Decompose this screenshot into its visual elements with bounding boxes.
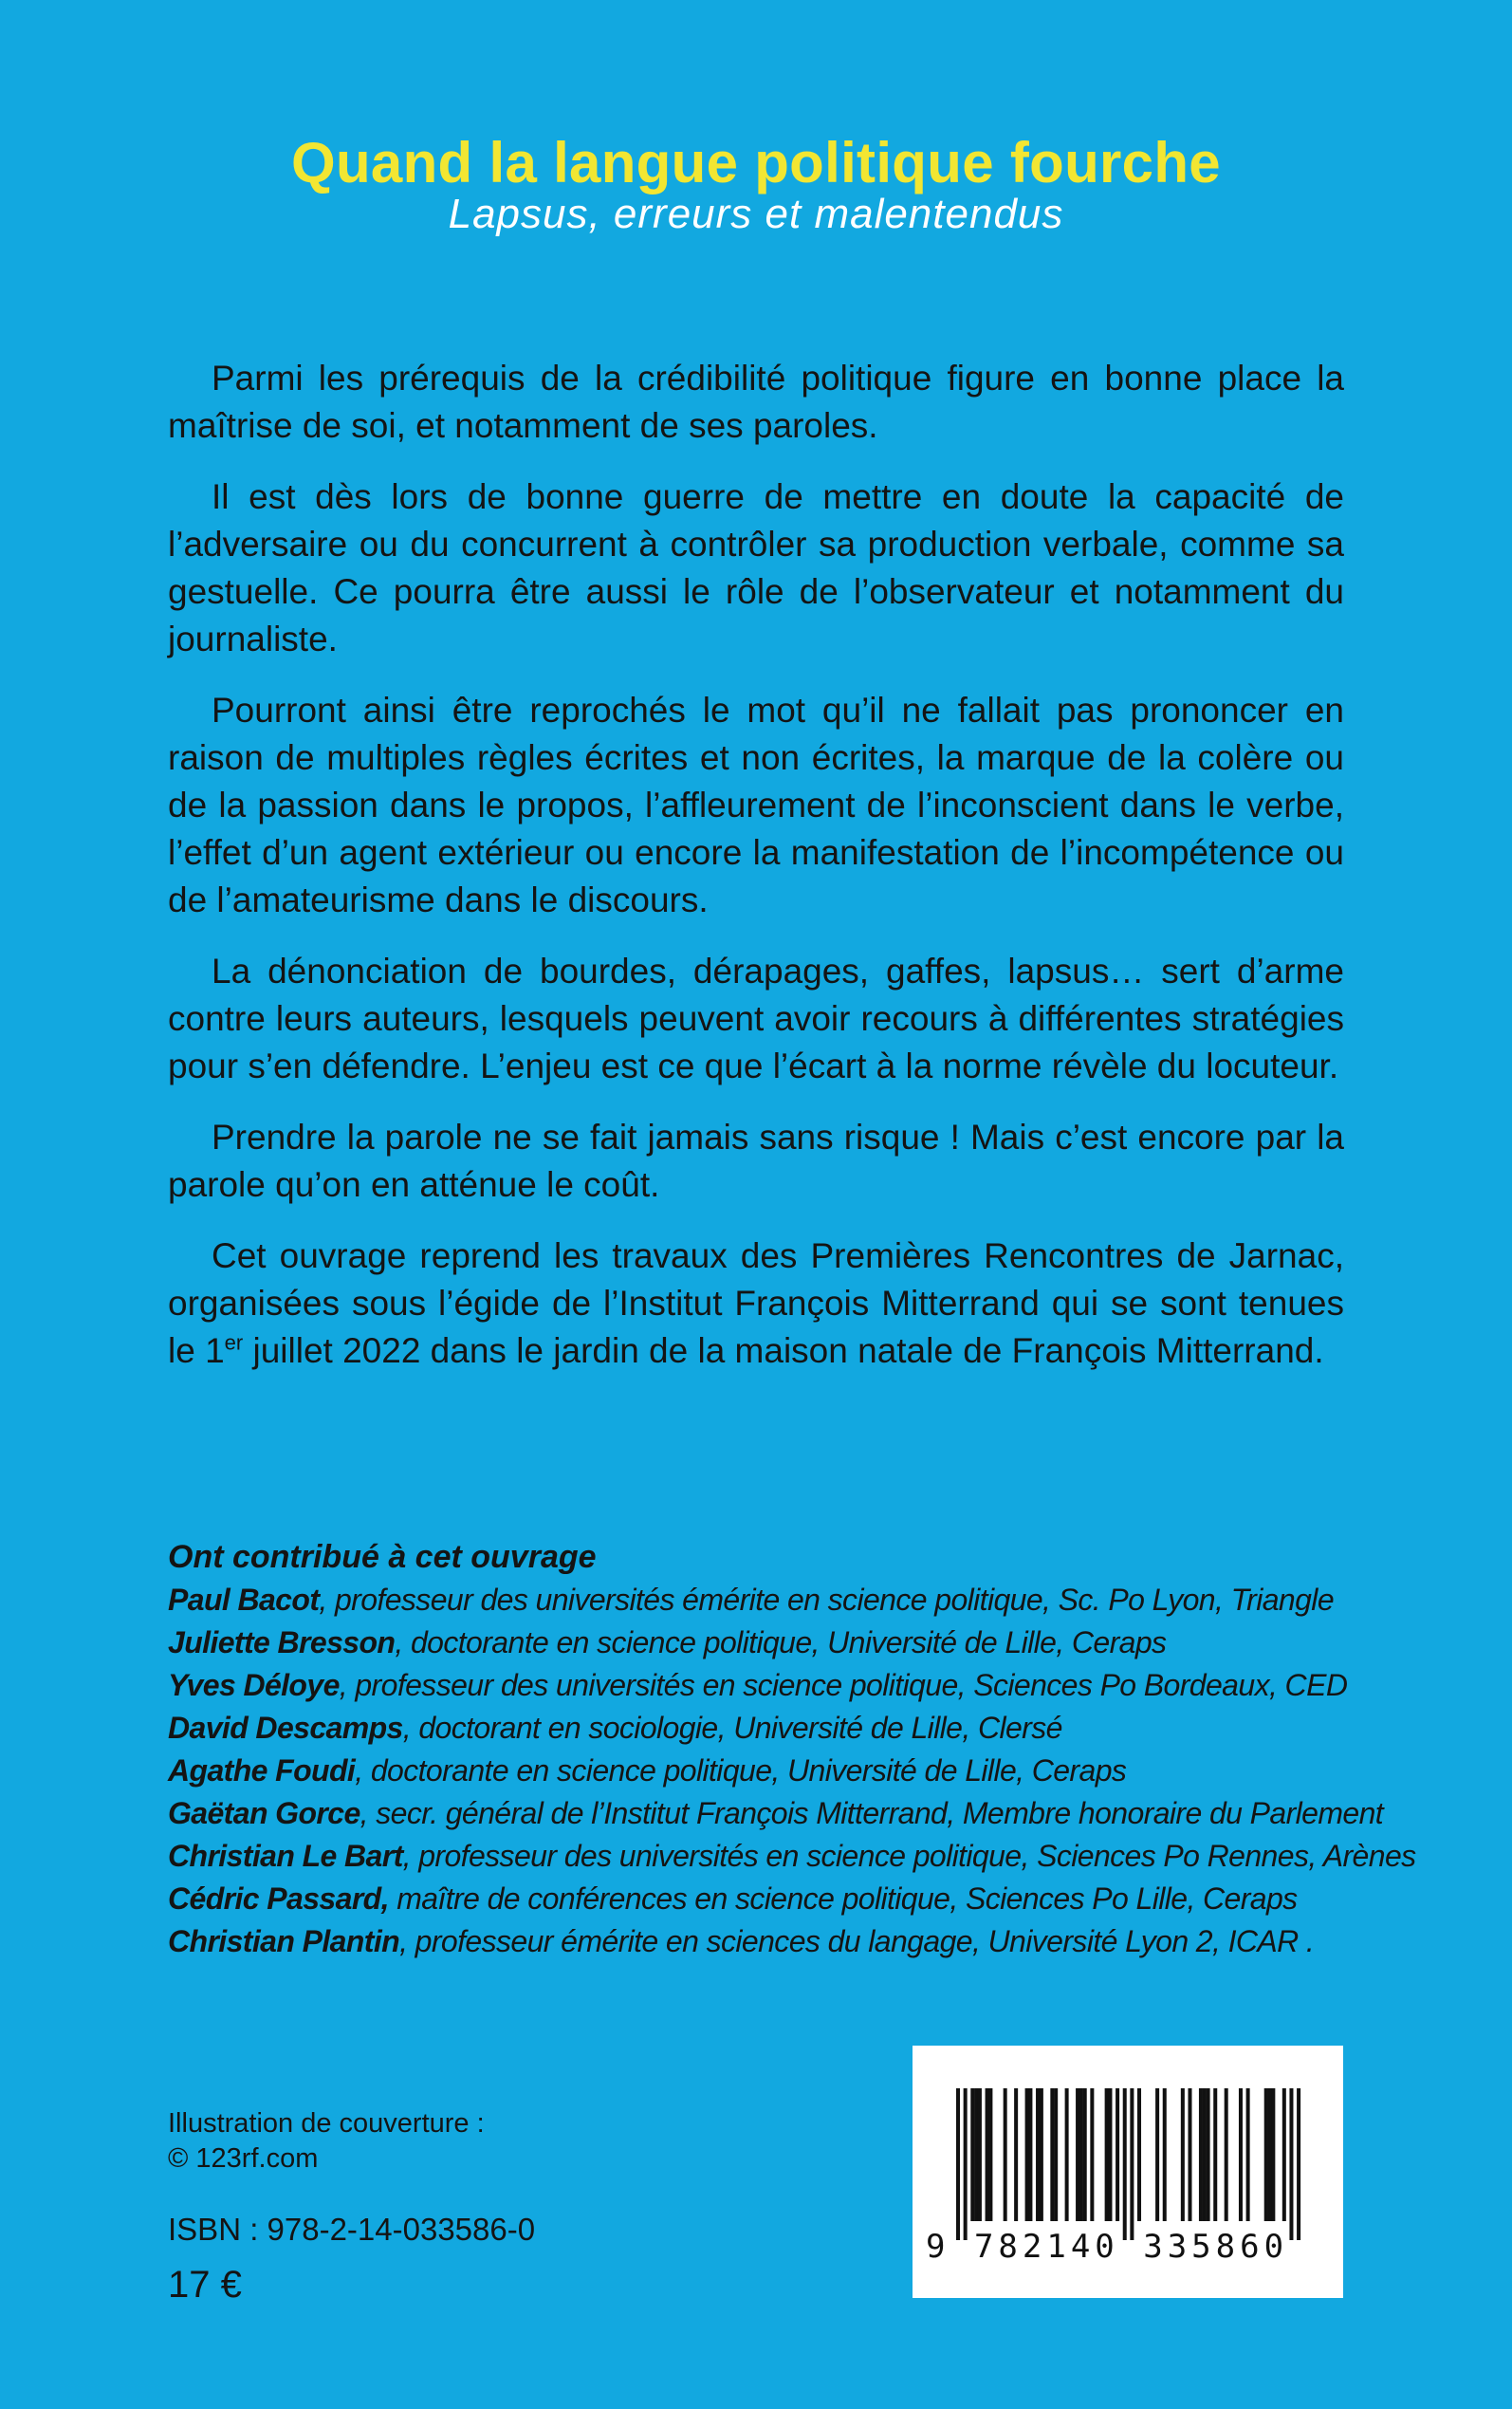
book-subtitle: Lapsus, erreurs et malentendus <box>448 191 1064 237</box>
barcode-bar <box>988 2088 992 2221</box>
barcode-bar <box>1036 2088 1040 2221</box>
contributor-line <box>168 1920 1363 1963</box>
contributor-role: , doctorante en science politique, Université de Lille, Ceraps <box>355 1753 1127 1788</box>
barcode-bar <box>1282 2088 1286 2221</box>
barcode-bar <box>1065 2088 1069 2221</box>
blurb-paragraph-4: La dénonciation de bourdes, dérapages, gaffes, lapsus… sert d’arme contre leurs auteurs, lesquels peuvent avoir recours à différentes stratégies pour s’en défendre. L’enjeu est ce que l’écart à la norme révèle du locuteur. <box>168 952 1344 1085</box>
contributor-name: David Descamps <box>168 1711 403 1745</box>
contributor-role: , doctorant en sociologie, Université de Lille, Clersé <box>402 1711 1062 1745</box>
barcode-bar <box>1130 2088 1134 2240</box>
contributor-name: Christian Le Bart <box>168 1839 403 1873</box>
contributor-line <box>168 1621 1363 1664</box>
barcode-bar <box>1004 2088 1007 2221</box>
barcode-bar <box>1199 2088 1203 2221</box>
barcode-bar <box>956 2088 960 2240</box>
contributor-role: , professeur des universités émérite en science politique, Sc. Po Lyon, Triangle <box>319 1583 1335 1617</box>
contributor-name: Juliette Bresson <box>168 1625 396 1659</box>
barcode-bar <box>1163 2088 1167 2221</box>
contributors-heading: Ont contribué à cet ouvrage <box>168 1539 597 1575</box>
blurb-paragraph-3: Pourront ainsi être reprochés le mot qu’il ne fallait pas prononcer en raison de multiples règles écrites et non écrites, la marque de la colère ou de la passion dans le propos, l’affleurement de l’inconscient dans le verbe, l’effet d’un agent extérieur ou encore la manifestation de l’incompétence ou de l’amateurisme dans le discours. <box>168 691 1344 919</box>
barcode-bar <box>1076 2088 1079 2221</box>
barcode-bar <box>1268 2088 1272 2221</box>
contributor-role: , secr. général de l’Institut François Mitterrand, Membre honoraire du Parlement <box>360 1796 1384 1830</box>
barcode-bar <box>1025 2088 1029 2221</box>
barcode-bar <box>1116 2088 1119 2221</box>
barcode-bar <box>978 2088 982 2221</box>
barcode-bar <box>1188 2088 1191 2221</box>
contributor-name: Gaëtan Gorce <box>168 1796 360 1830</box>
blurb-paragraph-6 <box>168 1232 1344 1375</box>
contributor-line <box>168 1579 1363 1621</box>
contributor-line <box>168 1792 1384 1835</box>
ordinal-superscript: er <box>224 1330 244 1355</box>
barcode-bar <box>1050 2088 1054 2221</box>
contributor-name: Yves Déloye <box>168 1668 340 1702</box>
barcode-bar <box>1203 2088 1207 2221</box>
barcode-bar <box>1155 2088 1159 2221</box>
contributor-name: Cédric Passard, <box>168 1881 389 1916</box>
contributor-role: , doctorante en science politique, Université de Lille, Ceraps <box>395 1625 1167 1659</box>
barcode-bar <box>1054 2088 1058 2221</box>
contributor-line <box>168 1878 1363 1920</box>
contributor-line <box>168 1750 1363 1792</box>
contributor-name: Christian Plantin <box>168 1924 400 1958</box>
contributors-section <box>168 1535 1416 1963</box>
barcode-bar <box>1239 2088 1243 2221</box>
barcode-bar <box>1108 2088 1112 2221</box>
blurb-p6-text: Cet ouvrage reprend les travaux des Premières Rencontres de Jarnac, organisées sous l’égide de l’Institut François Mitterrand qui se sont tenues le 1 <box>168 1236 1344 1370</box>
illustration-label: Illustration de couverture : <box>168 2108 485 2139</box>
barcode-bar <box>964 2088 968 2240</box>
barcode <box>913 2046 1343 2298</box>
book-title: Quand la langue politique fourche <box>291 131 1221 195</box>
barcode-bar <box>1246 2088 1250 2221</box>
barcode-bar <box>1079 2088 1083 2221</box>
barcode-bar <box>1083 2088 1087 2221</box>
illustration-credit <box>168 2106 832 2177</box>
contributor-line <box>168 1707 1363 1750</box>
barcode-bar <box>1123 2088 1127 2240</box>
contributor-role: , professeur émérite en sciences du langage, Université Lyon 2, ICAR . <box>399 1924 1315 1958</box>
barcode-bar <box>1271 2088 1275 2221</box>
barcode-bar <box>1014 2088 1018 2221</box>
blurb-p6-text-end: juillet 2022 dans le jardin de la maison natale de François Mitterrand. <box>243 1331 1324 1370</box>
isbn: ISBN : 978-2-14-033586-0 <box>168 2212 536 2247</box>
barcode-bar <box>1105 2088 1109 2221</box>
contributor-name: Paul Bacot <box>168 1583 320 1617</box>
barcode-bar <box>1297 2088 1300 2240</box>
blurb-paragraph-2: Il est dès lors de bonne guerre de mettre en doute la capacité de l’adversaire ou du concurrent à contrôler sa production verbale, comme sa gestuelle. Ce pourra être aussi le rôle de l’observateur et notamment du journaliste. <box>168 477 1344 658</box>
illustration-source: © 123rf.com <box>168 2143 319 2174</box>
barcode-bar <box>974 2088 978 2221</box>
contributor-role: maître de conférences en science politique, Sciences Po Lille, Ceraps <box>388 1881 1298 1916</box>
barcode-bar <box>1028 2088 1032 2221</box>
barcode-bar <box>1181 2088 1185 2221</box>
barcode-bar <box>1289 2088 1293 2240</box>
barcode-bar <box>1207 2088 1210 2221</box>
barcode-bar <box>1040 2088 1043 2221</box>
contributor-role: , professeur des universités en science politique, Sciences Po Bordeaux, CED <box>339 1668 1348 1702</box>
blurb-paragraph-1: Parmi les prérequis de la crédibilité politique figure en bonne place la maîtrise de soi, et notamment de ses paroles. <box>168 359 1344 445</box>
barcode-bar <box>1213 2088 1217 2221</box>
barcode-bar <box>1225 2088 1228 2221</box>
blurb <box>168 355 1344 1399</box>
barcode-bar <box>970 2088 974 2221</box>
contributor-line <box>168 1664 1363 1707</box>
price: 17 € <box>168 2264 242 2306</box>
contributor-line <box>168 1835 1416 1878</box>
barcode-bar <box>986 2088 989 2221</box>
barcode-bar <box>1090 2088 1094 2221</box>
blurb-paragraph-5: Prendre la parole ne se fait jamais sans risque ! Mais c’est encore par la parole qu’on en atténue le coût. <box>168 1118 1344 1204</box>
contributor-name: Agathe Foudi <box>168 1753 356 1788</box>
barcode-digits: 9 782140 335860 <box>926 2228 1289 2266</box>
barcode-bar <box>1137 2088 1141 2221</box>
contributor-role: , professeur des universités en science politique, Sciences Po Rennes, Arènes <box>402 1839 1416 1873</box>
barcode-bar <box>1264 2088 1268 2221</box>
